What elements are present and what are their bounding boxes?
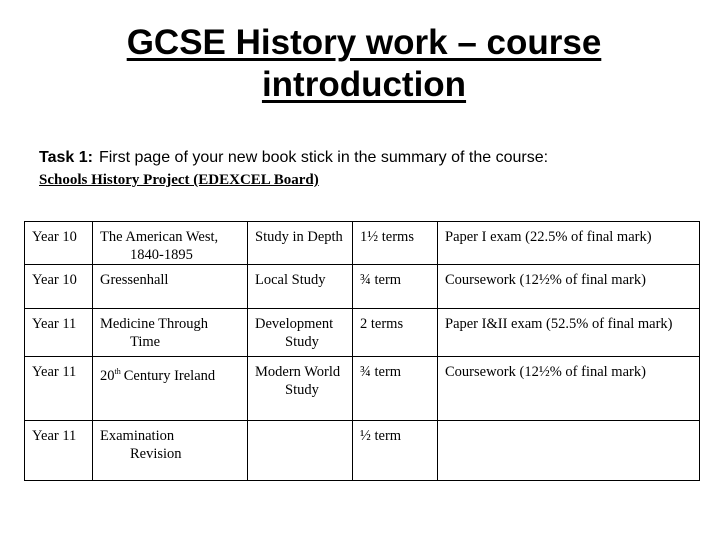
year-cell: Year 10 — [25, 265, 93, 309]
topic-line-1: Gressenhall — [100, 272, 169, 288]
year-cell: Year 11 — [25, 421, 93, 481]
topic-line-2: 1840-1895 — [130, 247, 193, 263]
topic-cell — [93, 222, 248, 265]
study-type-cell — [248, 357, 353, 421]
study-line-1: Modern World — [255, 364, 341, 380]
table-row — [25, 309, 700, 357]
task-label: Task 1: — [39, 149, 93, 166]
topic-cell — [93, 357, 248, 421]
study-type-cell — [248, 421, 353, 481]
assessment-cell: Coursework (12½% of final mark) — [438, 265, 700, 309]
title-line-1: GCSE History work – course — [126, 23, 602, 62]
topic-cell — [93, 421, 248, 481]
year-cell: Year 11 — [25, 309, 93, 357]
topic-line-2: Time — [130, 334, 161, 350]
task-subtitle: Schools History Project (EDEXCEL Board) — [39, 172, 319, 188]
assessment-cell — [438, 421, 700, 481]
topic-cell — [93, 309, 248, 357]
study-type-cell — [248, 222, 353, 265]
table-row — [25, 421, 700, 481]
assessment-cell: Coursework (12½% of final mark) — [438, 357, 700, 421]
task-instruction — [39, 148, 548, 168]
study-type-cell — [248, 265, 353, 309]
duration-cell: ½ term — [353, 421, 438, 481]
title-line-2: introduction — [261, 65, 467, 104]
topic-line-1: Examination — [100, 428, 175, 444]
topic-cell — [93, 265, 248, 309]
topic-number: 20 — [100, 367, 115, 384]
year-cell: Year 10 — [25, 222, 93, 265]
table-row — [25, 357, 700, 421]
page-title — [0, 22, 728, 106]
study-line-2: Study — [285, 382, 319, 398]
study-line-1: Study in Depth — [255, 229, 343, 245]
course-summary-table — [24, 221, 700, 481]
year-cell: Year 11 — [25, 357, 93, 421]
topic-line-1: The American West, — [100, 229, 219, 245]
duration-cell: ¾ term — [353, 357, 438, 421]
topic-line-1: Medicine Through — [100, 316, 209, 332]
duration-cell: 2 terms — [353, 309, 438, 357]
topic-superscript: th — [114, 367, 121, 376]
assessment-cell: Paper I exam (22.5% of final mark) — [438, 222, 700, 265]
study-type-cell — [248, 309, 353, 357]
table-row — [25, 222, 700, 265]
duration-cell: ¾ term — [353, 265, 438, 309]
duration-cell: 1½ terms — [353, 222, 438, 265]
study-line-1: Local Study — [255, 272, 326, 288]
study-line-1: Development — [255, 316, 334, 332]
study-line-2: Study — [285, 334, 319, 350]
assessment-cell: Paper I&II exam (52.5% of final mark) — [438, 309, 700, 357]
topic-line-1: Century Ireland — [123, 367, 216, 384]
task-text: First page of your new book stick in the summary of the course: — [98, 149, 549, 166]
table-row — [25, 265, 700, 309]
topic-line-2: Revision — [130, 446, 182, 462]
